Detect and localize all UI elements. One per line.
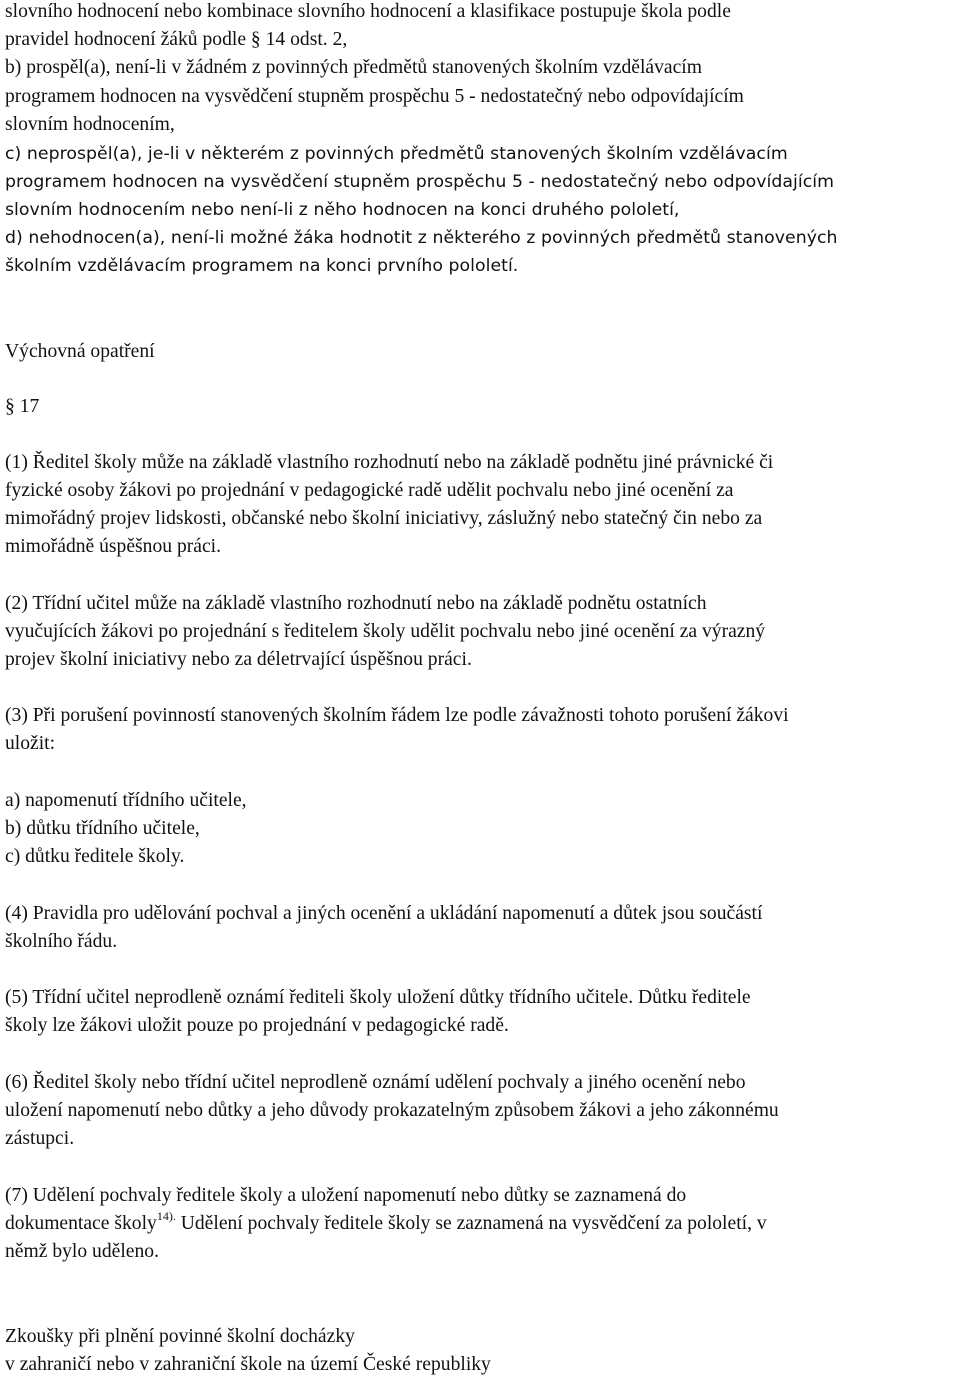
text-line: uložit: [5, 733, 56, 754]
text-line [5, 1209, 767, 1236]
text-line: pravidel hodnocení žáků podle § 14 odst. 2, [5, 29, 348, 50]
text-line: slovního hodnocení nebo kombinace slovního hodnocení a klasifikace postupuje škola podle [5, 1, 731, 22]
text-line: (3) Při porušení povinností stanovených školním řádem lze podle závažnosti tohoto porušení žákovi [5, 705, 789, 726]
list-item-d: d) nehodnocen(a), není-li možné žáka hodnotit z některého z povinných předmětů stanovených [5, 228, 838, 248]
text-line: programem hodnocen na vysvědčení stupněm prospěchu 5 - nedostatečný nebo odpovídajícím [5, 172, 835, 192]
text-line: školy lze žákovi uložit pouze po projednání v pedagogické radě. [5, 1015, 509, 1036]
text-line: mimořádný projev lidskosti, občanské nebo školní iniciativy, záslužný nebo statečný čin nebo za [5, 508, 763, 529]
text-line: zástupci. [5, 1128, 75, 1149]
footnote-reference: 14). [156, 1209, 176, 1223]
section-heading: Výchovná opatření [5, 341, 155, 362]
text-line: (2) Třídní učitel může na základě vlastního rozhodnutí nebo na základě podnětu ostatních [5, 593, 707, 614]
list-item-c: c) důtku ředitele školy. [5, 846, 185, 867]
text-line: vyučujících žákovi po projednání s ředitelem školy udělit pochvalu nebo jiné ocenění za výrazný [5, 621, 766, 642]
text-line: (6) Ředitel školy nebo třídní učitel neprodleně oznámí udělení pochvaly a jiného ocenění nebo [5, 1072, 746, 1093]
text-segment: dokumentace školy [5, 1213, 157, 1234]
paragraph-marker: § 17 [5, 396, 40, 417]
text-segment: Udělení pochvaly ředitele školy se zaznamená na vysvědčení za pololetí, v [175, 1213, 767, 1234]
text-line: školního řádu. [5, 931, 118, 952]
text-line: školním vzdělávacím programem na konci prvního pololetí. [5, 256, 519, 276]
text-line: programem hodnocen na vysvědčení stupněm prospěchu 5 - nedostatečný nebo odpovídajícím [5, 86, 744, 107]
text-line: slovním hodnocením nebo není-li z něho hodnocen na konci druhého pololetí, [5, 200, 680, 220]
text-line: (1) Ředitel školy může na základě vlastního rozhodnutí nebo na základě podnětu jiné právnické či [5, 452, 774, 473]
text-line: němž bylo uděleno. [5, 1241, 159, 1262]
text-line: uložení napomenutí nebo důtky a jeho důvody prokazatelným způsobem žákovi a jeho zákonnému [5, 1100, 779, 1121]
text-line: fyzické osoby žákovi po projednání v pedagogické radě udělit pochvalu nebo jiné ocenění za [5, 480, 734, 501]
text-line: projev školní iniciativy nebo za déletrvající úspěšnou práci. [5, 649, 472, 670]
text-line: (4) Pravidla pro udělování pochval a jiných ocenění a ukládání napomenutí a důtek jsou součástí [5, 903, 763, 924]
text-line: v zahraničí nebo v zahraniční škole na území České republiky [5, 1354, 491, 1375]
list-item-b: b) důtku třídního učitele, [5, 818, 200, 839]
text-line: Zkoušky při plnění povinné školní docházky [5, 1326, 355, 1347]
text-line: (7) Udělení pochvaly ředitele školy a uložení napomenutí nebo důtky se zaznamená do [5, 1185, 687, 1206]
list-item-b: b) prospěl(a), není-li v žádném z povinných předmětů stanovených školním vzdělávacím [5, 57, 702, 78]
list-item-c: c) neprospěl(a), je-li v některém z povinných předmětů stanovených školním vzdělávacím [5, 144, 788, 164]
text-line: slovním hodnocením, [5, 114, 175, 135]
list-item-a: a) napomenutí třídního učitele, [5, 790, 247, 811]
text-line: mimořádně úspěšnou práci. [5, 536, 222, 557]
text-line: (5) Třídní učitel neprodleně oznámí řediteli školy uložení důtky třídního učitele. Důtku ředitele [5, 987, 751, 1008]
